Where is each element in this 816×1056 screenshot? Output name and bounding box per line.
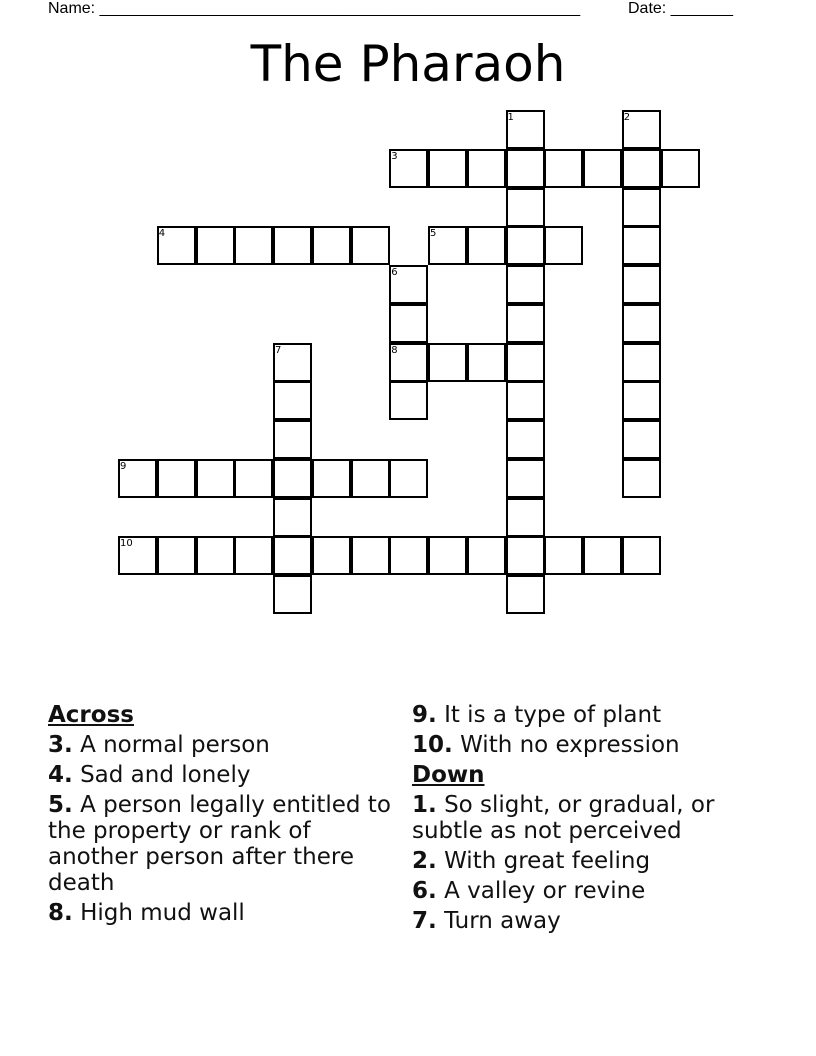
- grid-cell[interactable]: [273, 420, 312, 459]
- grid-cell[interactable]: [312, 536, 351, 575]
- grid-cell[interactable]: [544, 226, 583, 265]
- clue-across-8: 8. High mud wall: [48, 900, 245, 926]
- clue-across-4: 4. Sad and lonely: [48, 762, 251, 788]
- grid-cell[interactable]: [234, 459, 273, 498]
- grid-cell[interactable]: [467, 149, 506, 188]
- grid-cell[interactable]: [234, 226, 273, 265]
- grid-cell[interactable]: [389, 459, 428, 498]
- grid-cell[interactable]: [506, 265, 545, 304]
- grid-cell[interactable]: [506, 420, 545, 459]
- grid-number: 7: [275, 344, 282, 356]
- grid-cell[interactable]: [506, 575, 545, 614]
- grid-cell[interactable]: [544, 536, 583, 575]
- grid-cell[interactable]: [389, 381, 428, 420]
- grid-cell[interactable]: [622, 343, 661, 382]
- clue-down-6: 6. A valley or revine: [412, 878, 646, 904]
- grid-cell[interactable]: [506, 536, 545, 575]
- page-title: The Pharaoh: [250, 35, 566, 93]
- grid-cell[interactable]: [273, 575, 312, 614]
- date-label: Date: _______: [628, 0, 733, 17]
- grid-number: 9: [120, 460, 127, 472]
- down-heading: Down: [412, 762, 485, 788]
- grid-cell[interactable]: [234, 536, 273, 575]
- grid-cell[interactable]: [506, 149, 545, 188]
- grid-cell[interactable]: [389, 304, 428, 343]
- clue-across-9: 9. It is a type of plant: [412, 702, 662, 728]
- clues-column-right: [412, 702, 772, 934]
- grid-number: 2: [623, 112, 631, 123]
- grid-cell[interactable]: [351, 226, 390, 265]
- grid-cell[interactable]: [506, 498, 545, 537]
- grid-number: 6: [391, 267, 398, 278]
- clue-down-7: 7. Turn away: [412, 908, 561, 934]
- grid-cell[interactable]: [196, 226, 235, 265]
- grid-cell[interactable]: [312, 226, 351, 265]
- grid-cell[interactable]: [467, 226, 506, 265]
- grid-cell[interactable]: [622, 188, 661, 227]
- clues-column-left: [48, 702, 400, 926]
- clue-across-10: 10. With no expression: [412, 732, 680, 758]
- grid-cell[interactable]: [196, 536, 235, 575]
- grid-cell[interactable]: [622, 226, 661, 265]
- grid-cell[interactable]: [196, 459, 235, 498]
- clue-down-1: 1. So slight, or gradual, or subtle as not perceived: [412, 792, 715, 844]
- grid-cell[interactable]: [506, 188, 545, 227]
- grid-number: 1: [507, 112, 514, 123]
- clue-across-3: 3. A normal person: [48, 732, 270, 758]
- grid-number: 3: [391, 150, 398, 162]
- grid-cell[interactable]: [273, 498, 312, 537]
- grid-cell[interactable]: [428, 149, 467, 188]
- grid-cell[interactable]: [389, 536, 428, 575]
- grid-number: 4: [158, 228, 166, 240]
- grid-cell[interactable]: [622, 304, 661, 343]
- grid-cell[interactable]: [273, 536, 312, 575]
- grid-number: 10: [120, 538, 133, 550]
- grid-cell[interactable]: [428, 343, 467, 382]
- grid-cell[interactable]: [157, 459, 196, 498]
- grid-cell[interactable]: [506, 381, 545, 420]
- grid-cell[interactable]: [506, 304, 545, 343]
- grid-cell[interactable]: [506, 459, 545, 498]
- grid-cell[interactable]: [661, 149, 700, 188]
- grid-cell[interactable]: [583, 149, 622, 188]
- grid-cell[interactable]: [273, 226, 312, 265]
- grid-cell[interactable]: [583, 536, 622, 575]
- grid-cell[interactable]: [622, 149, 661, 188]
- grid-number: 5: [430, 228, 437, 240]
- grid-cell[interactable]: [544, 149, 583, 188]
- grid-number: 8: [391, 344, 398, 356]
- clue-across-5: 5. A person legally entitled to the property or rank of another person after there death: [48, 792, 391, 896]
- across-heading: Across: [48, 702, 134, 728]
- name-label: Name: ______________________________________________________: [48, 0, 581, 17]
- grid-cell[interactable]: [506, 343, 545, 382]
- grid-cell[interactable]: [312, 459, 351, 498]
- clue-down-2: 2. With great feeling: [412, 848, 651, 874]
- grid-cell[interactable]: [622, 420, 661, 459]
- grid-cell[interactable]: [506, 226, 545, 265]
- grid-cell[interactable]: [273, 381, 312, 420]
- grid-cell[interactable]: [622, 381, 661, 420]
- grid-cell[interactable]: [351, 536, 390, 575]
- grid-cell[interactable]: [467, 536, 506, 575]
- grid-cell[interactable]: [273, 459, 312, 498]
- grid-cell[interactable]: [467, 343, 506, 382]
- grid-cell[interactable]: [622, 459, 661, 498]
- grid-cell[interactable]: [622, 536, 661, 575]
- grid-cell[interactable]: [622, 265, 661, 304]
- grid-cell[interactable]: [351, 459, 390, 498]
- grid-cell[interactable]: [157, 536, 196, 575]
- grid-cell[interactable]: [428, 536, 467, 575]
